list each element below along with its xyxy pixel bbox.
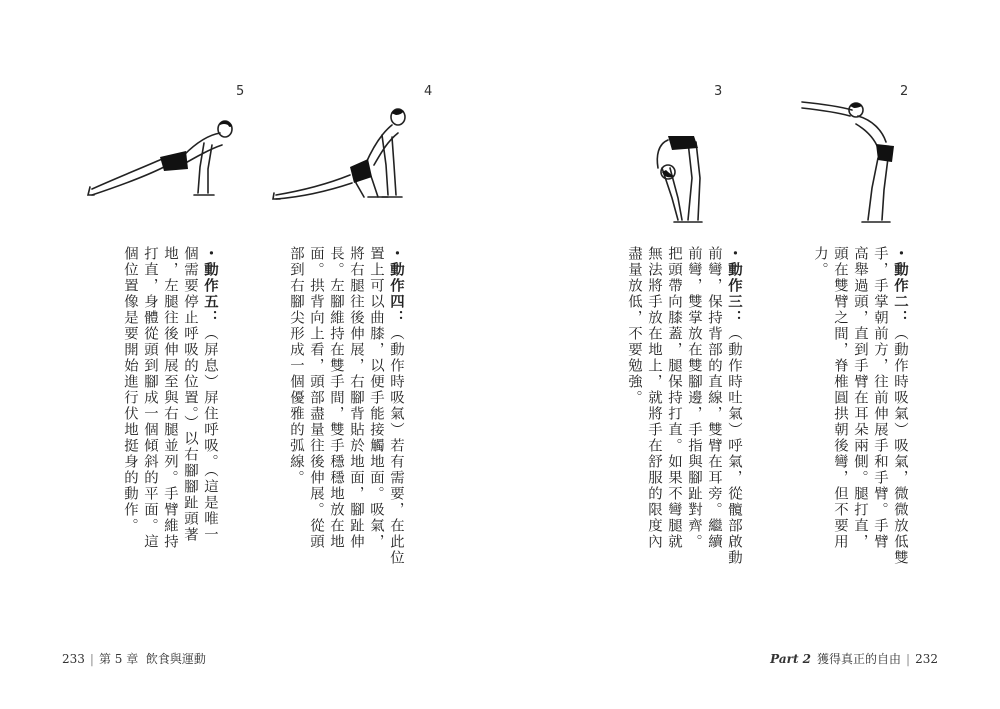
step-three-text (604, 246, 744, 606)
step-five-line: 個位置像是要開始進行伏地挺身的動作。 (122, 246, 138, 534)
step-four-heading: ・動作四： (388, 246, 405, 326)
step-four-line: 長。左腳維持在雙手間，雙手穩穩地放在地 (328, 246, 344, 550)
left-page-number: 233 (62, 652, 85, 666)
step-five-line: 個需要停止呼吸的位置。）以右腳腳趾頭著 (182, 246, 198, 543)
part-label: Part 2 (770, 652, 812, 666)
step-two-heading: ・動作二： (892, 246, 909, 326)
step-three-line: 無法將手放在地上，就將手在舒服的限度內 (646, 246, 662, 550)
step-four-line: 部到右腳尖形成一個優雅的弧線。 (288, 246, 304, 486)
step-four-line: （動作時吸氣）若有需要，在此位 (388, 326, 404, 566)
step-three-line: 盡量放低，不要勉強。 (626, 246, 642, 406)
step-four-text (266, 246, 406, 606)
step-two-text (790, 246, 910, 606)
step-five-line: 地，左腿往後伸展至與右腿並列。手臂維持 (162, 246, 178, 550)
figure-number-3: 3 (714, 84, 723, 99)
step-three-line: 前彎，雙掌放在雙腳邊，手指與腳趾對齊。 (686, 246, 702, 550)
step-two-line: 力。 (812, 246, 828, 278)
step-three-heading: ・動作三： (726, 246, 743, 326)
step-two-line: （動作時吸氣）吸氣，微微放低雙 (892, 326, 908, 566)
step-five-heading: ・動作五： (202, 246, 219, 326)
left-folio: 233 | 第 5 章 飲食與運動 (62, 652, 206, 666)
figure-number-2: 2 (900, 84, 909, 99)
plank-pose-illustration (84, 115, 244, 205)
step-five-line: （屏息）屏住呼吸。（這是唯一 (202, 326, 218, 543)
step-two-line: 手，手掌朝前方，往前伸展手和手臂。手臂 (872, 246, 888, 550)
step-four-line: 將右腿往後伸展，右腳背貼於地面，腳趾伸 (348, 246, 364, 550)
step-five-line: 打直，身體從頭到腳成一個傾斜的平面。這 (142, 246, 158, 550)
part-title: 獲得真正的自由 (817, 652, 902, 666)
forward-bend-pose-illustration (648, 128, 708, 228)
backbend-pose-illustration (798, 98, 908, 228)
step-three-line: 前彎，保持背部的直線，雙臂在耳旁。繼續 (706, 246, 722, 550)
right-folio: Part 2 獲得真正的自由 | 232 (770, 652, 938, 666)
figure-number-5: 5 (236, 84, 245, 99)
step-two-line: 高舉過頭，直到手臂在耳朵兩側。腿打直， (852, 246, 868, 550)
right-page-number: 232 (915, 652, 938, 666)
figure-number-4: 4 (424, 84, 433, 99)
step-four-line: 面。拱背向上看，頭部盡量往後伸展。從頭 (308, 246, 324, 550)
step-five-text (100, 246, 220, 606)
chapter-label: 第 5 章 (98, 652, 139, 666)
step-three-line: 把頭帶向膝蓋，腿保持打直。如果不彎腿就 (666, 246, 682, 550)
step-four-line: 置上可以曲膝，以便手能接觸地面。吸氣， (368, 246, 384, 550)
lunge-pose-illustration (270, 103, 420, 203)
step-two-line: 頭在雙臂之間，脊椎圓拱朝後彎，但不要用 (832, 246, 848, 550)
chapter-title: 飲食與運動 (145, 652, 206, 666)
step-three-line: （動作時吐氣）呼氣，從髖部啟動 (726, 326, 742, 566)
